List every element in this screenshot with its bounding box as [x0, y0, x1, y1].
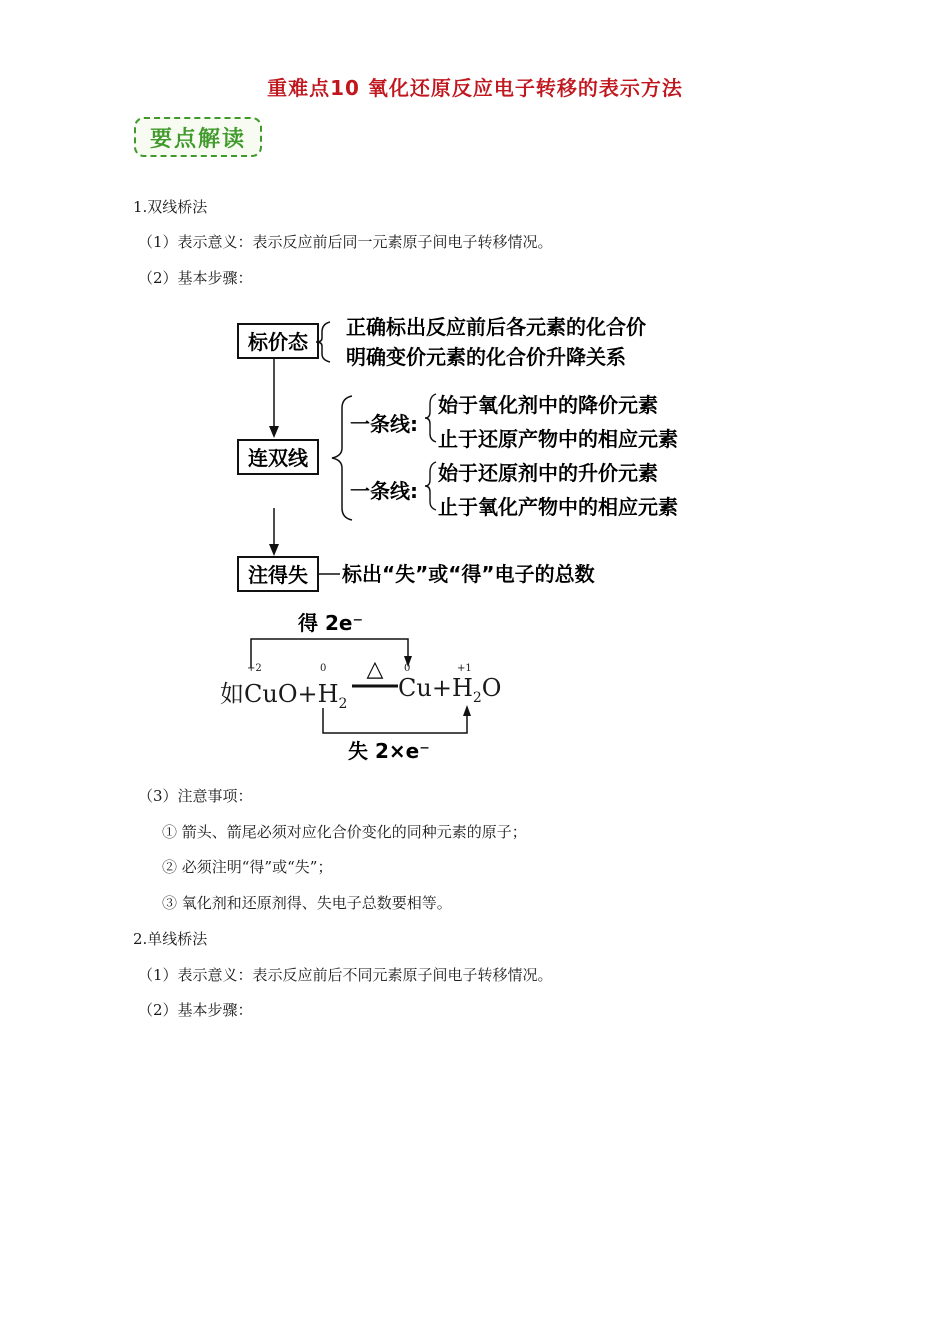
box1-label: 标价态 — [248, 330, 308, 354]
eq-cuo: CuO — [244, 680, 298, 708]
section2-meaning: （1）表示意义：表示反应前后不同元素原子间电子转移情况。 — [138, 966, 553, 984]
note-item: ③ 氧化剂和还原剂得、失电子总数要相等。 — [162, 894, 452, 912]
gain-label: 得 2e⁻ — [298, 611, 363, 635]
box3-text: 标出“失”或“得”电子的总数 — [342, 562, 595, 586]
branch2-line2: 止于氧化产物中的相应元素 — [438, 495, 678, 519]
section1-heading: 1.双线桥法 — [133, 198, 208, 216]
eq-h2o-h: H — [451, 674, 473, 702]
eq-cu: Cu — [398, 674, 432, 702]
equation-reactants — [220, 674, 347, 712]
key-points-badge: 要点解读 — [134, 117, 262, 157]
ox-state-cu-product: 0 — [404, 663, 411, 674]
arrow-up-icon — [463, 705, 471, 716]
ox-state-h-product: +1 — [457, 663, 472, 674]
lose-label: 失 2×e⁻ — [348, 739, 430, 763]
equation-products — [398, 674, 501, 706]
section1-steps: （2）基本步骤： — [138, 269, 253, 287]
eq-prefix: 如 — [220, 680, 244, 708]
branch1-line2: 止于还原产物中的相应元素 — [438, 427, 678, 451]
section2-heading: 2.单线桥法 — [133, 930, 208, 948]
eq-plus2: + — [431, 674, 452, 702]
note-item: ② 必须注明“得”或“失”； — [162, 858, 333, 876]
ox-state-h-reactant: 0 — [320, 663, 327, 674]
branch2-label: 一条线: — [350, 479, 418, 503]
ox-state-cu-reactant: +2 — [247, 663, 262, 674]
eq-h2: H — [317, 680, 339, 708]
eq-h2-sub: 2 — [338, 695, 348, 712]
section1-meaning: （1）表示意义：表示反应前后同一元素原子间电子转移情况。 — [138, 233, 553, 251]
branch1-line1: 始于氧化剂中的降价元素 — [438, 393, 658, 417]
eq-h2o-sub: 2 — [472, 689, 482, 706]
box1-line2: 明确变价元素的化合价升降关系 — [346, 345, 626, 369]
box1-line1: 正确标出反应前后各元素的化合价 — [346, 315, 646, 339]
box2-label: 连双线 — [248, 446, 308, 470]
heat-delta-icon: △ — [366, 657, 384, 682]
eq-plus1: + — [297, 680, 318, 708]
section2-steps: （2）基本步骤： — [138, 1001, 253, 1019]
note-item: ① 箭头、箭尾必须对应化合价变化的同种元素的原子； — [162, 823, 527, 841]
eq-h2o-o: O — [481, 674, 502, 702]
branch2-line1: 始于还原剂中的升价元素 — [438, 461, 658, 485]
box3-label: 注得失 — [248, 563, 308, 587]
branch1-label: 一条线: — [350, 412, 418, 436]
notes-heading: （3）注意事项： — [138, 787, 253, 805]
page-title: 重难点10 氧化还原反应电子转移的表示方法 — [267, 76, 683, 100]
